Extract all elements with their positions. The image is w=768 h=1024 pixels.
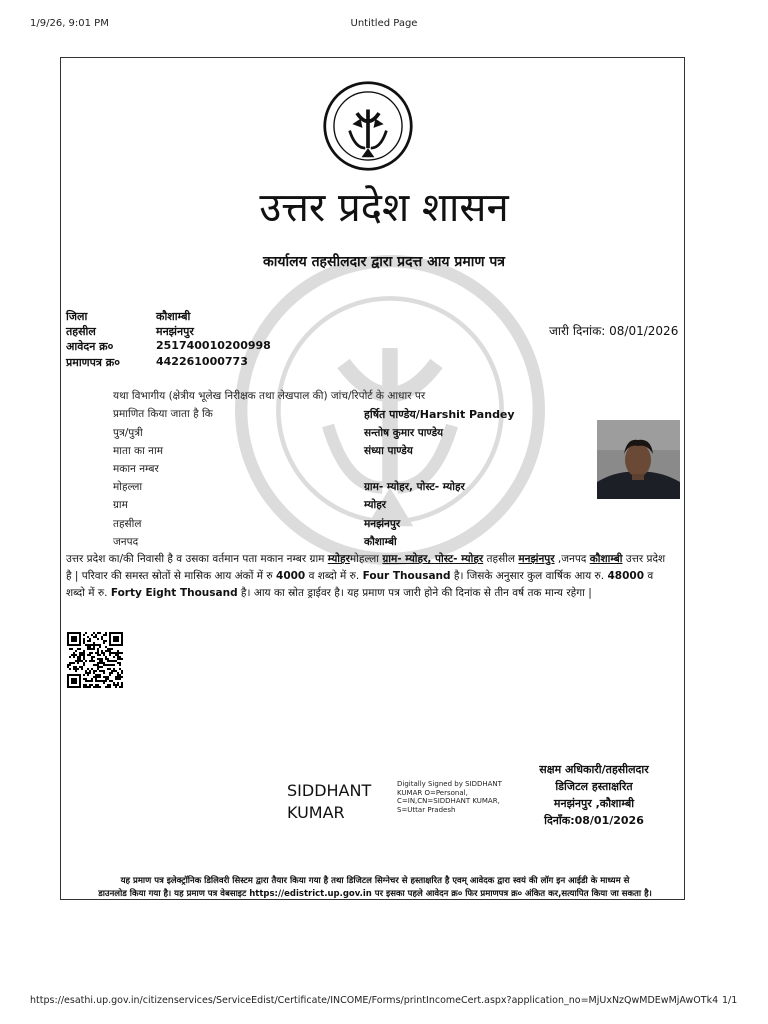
- body-tehsil-value: मनझंनपुर: [364, 518, 401, 530]
- village-label: ग्राम: [113, 499, 128, 511]
- certificate-no-label: प्रमाणपत्र क्र०: [66, 356, 120, 369]
- authority-digital-signed: डिजिटल हस्ताक्षरित: [555, 780, 633, 793]
- signer-name: SIDDHANT KUMAR: [287, 781, 372, 822]
- annual-income-number: 48000: [607, 570, 644, 582]
- address-mohalla: ग्राम- म्योहर, पोस्ट- म्योहर: [382, 553, 484, 565]
- body-tehsil-label: तहसील: [113, 518, 142, 530]
- house-label: मकान नम्बर: [113, 463, 159, 475]
- issue-date: जारी दिनांक: 08/01/2026: [549, 324, 679, 338]
- certify-label: प्रमाणित किया जाता है कि: [113, 408, 213, 420]
- mohalla-label: मोहल्ला: [113, 481, 143, 493]
- authority-location: मनझंनपुर ,कौशाम्बी: [553, 797, 635, 810]
- authority-date: दिनाँक:08/01/2026: [544, 814, 644, 827]
- monthly-income-number: 4000: [276, 570, 306, 582]
- district-value: कौशाम्बी: [156, 310, 191, 323]
- parent-name: सन्तोष कुमार पाण्डेय: [364, 427, 444, 439]
- intro-text: यथा विभागीय (क्षेत्रीय भूलेख निरीक्षक तथा लेखपाल की) जांच/रिपोर्ट के आधार पर: [113, 390, 426, 402]
- certificate-no-value: 442261000773: [156, 355, 248, 368]
- monthly-income-words: Four Thousand: [362, 570, 451, 582]
- address-janpad: कौशाम्बी: [589, 553, 623, 565]
- annual-income-words: Forty Eight Thousand: [110, 587, 238, 599]
- applicant-photo: [597, 420, 680, 499]
- certificate-title: कार्यालय तहसीलदार द्वारा प्रदत्त आय प्रमाण पत्र: [262, 254, 506, 270]
- print-page-count: 1/1: [722, 995, 738, 1006]
- digital-signature-details: Digitally Signed by SIDDHANT KUMAR O=Personal, C=IN,CN=SIDDHANT KUMAR, S=Uttar Pradesh: [397, 780, 502, 814]
- parent-label: पुत्र/पुत्री: [113, 427, 143, 439]
- mother-name: संध्या पाण्डेय: [364, 445, 413, 457]
- verification-note-line1: यह प्रमाण पत्र इलेक्ट्रॉनिक डिलिवरी सिस्टम द्वारा तैयार किया गया है तथा डिजिटल सिग्नेचर से हस्ताक्षरित है एवम् आवेदक द्वारा स्वयं की लॉग इन आईडी के माध्यम से: [120, 876, 630, 886]
- village-value: म्योहर: [364, 499, 387, 511]
- applicant-name: हर्षित पाण्डेय/Harshit Pandey: [364, 408, 515, 421]
- application-no-label: आवेदन क्र०: [66, 340, 114, 353]
- print-page-title: Untitled Page: [350, 18, 418, 29]
- qr-code-icon: [67, 632, 123, 688]
- authority-designation: सक्षम अधिकारी/तहसीलदार: [539, 763, 649, 776]
- print-datetime: 1/9/26, 9:01 PM: [30, 18, 109, 29]
- up-government-emblem-icon: [322, 80, 414, 172]
- address-tehsil: मनझंनपुर: [518, 553, 555, 565]
- mohalla-value: ग्राम- म्योहर, पोस्ट- म्योहर: [364, 481, 465, 493]
- verification-note-line2: डाउनलोड किया गया है। यह प्रमाण पत्र वेबसाइट https://edistrict.up.gov.in पर इसका पहले आवेदन क्र० फिर प्रमाणपत्र क्र० अंकित कर,सत्यापित किया जा सकता है।: [98, 889, 652, 899]
- district-label: जिला: [66, 310, 88, 323]
- print-url: https://esathi.up.gov.in/citizenservices/ServiceEdist/Certificate/INCOME/Forms/printIncomeCert.aspx?application_no=MjUxNzQwMDEwMjAwOTk4: [30, 995, 719, 1006]
- janpad-label: जनपद: [113, 536, 139, 548]
- address-village: म्योहर: [327, 553, 350, 565]
- tehsil-value: मनझंनपुर: [156, 325, 194, 338]
- mother-label: माता का नाम: [113, 445, 163, 457]
- application-no-value: 251740010200998: [156, 339, 271, 352]
- tehsil-label: तहसील: [66, 325, 96, 338]
- income-paragraph: उत्तर प्रदेश का/की निवासी है व उसका वर्तमान पता मकान नम्बर ग्राम म्योहरमोहल्ला ग्राम- म्योहर, पोस्ट- म्योहर तहसील मनझंनपुर ,जनपद कौशाम्बी उत्तर प्रदेश है | परिवार की समस्त स्रोतों से मासिक आय अंकों में रु 4000 व शब्दो में रु. Four Thousand है। जिसके अनुसार कुल वार्षिक आय रु. 48000 व शब्दो में रु. Forty Eight Thousand है। आय का स्रोत ड्राईवर है। यह प्रमाण पत्र जारी होने की दिनांक से तीन वर्ष तक मान्य रहेगा |: [66, 553, 666, 599]
- janpad-value: कौशाम्बी: [364, 536, 397, 548]
- government-title: उत्तर प्रदेश शासन: [259, 185, 509, 231]
